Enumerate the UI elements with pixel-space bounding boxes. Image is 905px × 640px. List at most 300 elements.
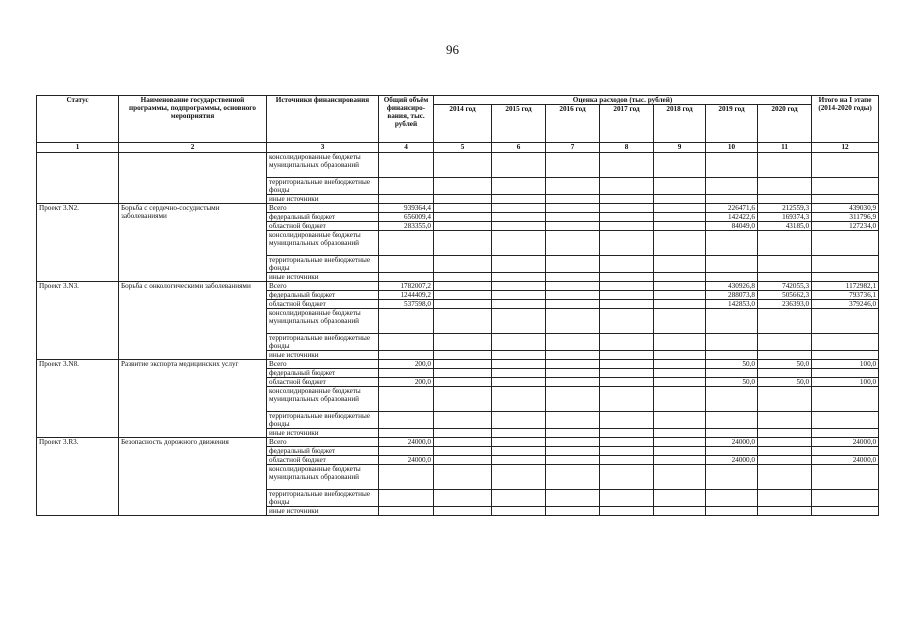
empty-cell bbox=[600, 222, 654, 231]
empty-cell bbox=[654, 222, 706, 231]
empty-cell bbox=[434, 153, 492, 178]
empty-cell bbox=[379, 178, 434, 195]
program-name-cell bbox=[119, 153, 267, 204]
total-cell bbox=[379, 334, 434, 351]
empty-cell bbox=[546, 204, 600, 213]
empty-cell bbox=[654, 273, 706, 282]
total-cell: 24000,0 bbox=[379, 456, 434, 465]
page-number: 96 bbox=[446, 42, 459, 57]
year-2020-cell: 236393,0 bbox=[758, 300, 812, 309]
empty-cell bbox=[546, 507, 600, 516]
year-2020-cell bbox=[758, 429, 812, 438]
total-cell: 1244409,2 bbox=[379, 291, 434, 300]
empty-cell bbox=[434, 412, 492, 429]
empty-cell bbox=[492, 300, 546, 309]
year-2019-cell bbox=[706, 447, 758, 456]
source-cell: федеральный бюджет bbox=[267, 369, 379, 378]
source-cell: иные источники bbox=[267, 351, 379, 360]
total-cell bbox=[379, 490, 434, 507]
header-year: 2016 год bbox=[546, 105, 600, 143]
stage-total-cell bbox=[812, 429, 879, 438]
header-sources: Источники финансирования bbox=[267, 96, 379, 143]
empty-cell bbox=[654, 351, 706, 360]
empty-cell bbox=[546, 351, 600, 360]
empty-cell bbox=[492, 282, 546, 291]
empty-cell bbox=[600, 429, 654, 438]
year-2019-cell: 142853,0 bbox=[706, 300, 758, 309]
empty-cell bbox=[600, 334, 654, 351]
source-cell: консолидированные бюджеты муниципальных образований bbox=[267, 465, 379, 490]
source-cell: иные источники bbox=[267, 429, 379, 438]
empty-cell bbox=[706, 195, 758, 204]
total-cell bbox=[379, 309, 434, 334]
source-cell: федеральный бюджет bbox=[267, 447, 379, 456]
stage-total-cell: 311796,9 bbox=[812, 213, 879, 222]
header-year: 2015 год bbox=[492, 105, 546, 143]
stage-total-cell: 379246,0 bbox=[812, 300, 879, 309]
empty-cell bbox=[654, 360, 706, 369]
total-cell bbox=[379, 412, 434, 429]
total-cell bbox=[379, 351, 434, 360]
source-cell: консолидированные бюджеты муниципальных образований bbox=[267, 153, 379, 178]
source-cell: иные источники bbox=[267, 507, 379, 516]
year-2019-cell bbox=[706, 256, 758, 273]
source-cell: Всего bbox=[267, 438, 379, 447]
empty-cell bbox=[654, 334, 706, 351]
empty-cell bbox=[654, 204, 706, 213]
year-2019-cell bbox=[706, 429, 758, 438]
column-number-row bbox=[37, 143, 879, 153]
empty-cell bbox=[434, 334, 492, 351]
empty-cell bbox=[434, 438, 492, 447]
year-2019-cell bbox=[706, 231, 758, 256]
empty-cell bbox=[492, 334, 546, 351]
empty-cell bbox=[546, 231, 600, 256]
empty-cell bbox=[434, 369, 492, 378]
stage-total-cell bbox=[812, 256, 879, 273]
header-estimate: Оценка расходов (тыс. рублей) bbox=[434, 96, 812, 105]
stage-total-cell bbox=[812, 273, 879, 282]
header-year: 2014 год bbox=[434, 105, 492, 143]
source-cell: иные источники bbox=[267, 195, 379, 204]
empty-cell bbox=[654, 282, 706, 291]
empty-cell bbox=[546, 412, 600, 429]
empty-cell bbox=[812, 153, 879, 178]
empty-cell bbox=[546, 429, 600, 438]
year-2020-cell bbox=[758, 256, 812, 273]
status-cell: Проект 3.R3. bbox=[37, 438, 119, 516]
year-2019-cell bbox=[706, 273, 758, 282]
stage-total-cell: 793736,1 bbox=[812, 291, 879, 300]
source-cell: территориальные внебюджетные фонды bbox=[267, 490, 379, 507]
year-2020-cell: 50,0 bbox=[758, 360, 812, 369]
year-2019-cell bbox=[706, 507, 758, 516]
year-2020-cell: 742055,3 bbox=[758, 282, 812, 291]
header-program: Наименование государственной программы, подпрограммы, основного мероприятия bbox=[119, 96, 267, 143]
year-2019-cell bbox=[706, 412, 758, 429]
empty-cell bbox=[434, 291, 492, 300]
empty-cell bbox=[654, 195, 706, 204]
year-2019-cell bbox=[706, 351, 758, 360]
year-2019-cell: 84049,0 bbox=[706, 222, 758, 231]
empty-cell bbox=[600, 282, 654, 291]
empty-cell bbox=[706, 153, 758, 178]
year-2019-cell: 50,0 bbox=[706, 378, 758, 387]
empty-cell bbox=[434, 465, 492, 490]
empty-cell bbox=[434, 456, 492, 465]
empty-cell bbox=[654, 507, 706, 516]
year-2020-cell: 505662,3 bbox=[758, 291, 812, 300]
empty-cell bbox=[492, 490, 546, 507]
year-2020-cell bbox=[758, 231, 812, 256]
year-2019-cell: 24000,0 bbox=[706, 456, 758, 465]
empty-cell bbox=[600, 465, 654, 490]
empty-cell bbox=[492, 378, 546, 387]
year-2020-cell bbox=[758, 465, 812, 490]
source-cell: областной бюджет bbox=[267, 456, 379, 465]
empty-cell bbox=[546, 369, 600, 378]
total-cell bbox=[379, 231, 434, 256]
empty-cell bbox=[434, 204, 492, 213]
source-cell: областной бюджет bbox=[267, 222, 379, 231]
year-2019-cell: 430926,8 bbox=[706, 282, 758, 291]
empty-cell bbox=[434, 256, 492, 273]
program-name-cell: Борьба с онкологическими заболеваниями bbox=[119, 282, 267, 360]
total-cell bbox=[379, 465, 434, 490]
empty-cell bbox=[546, 282, 600, 291]
empty-cell bbox=[600, 231, 654, 256]
stage-total-cell: 24000,0 bbox=[812, 456, 879, 465]
empty-cell bbox=[654, 387, 706, 412]
stage-total-cell: 100,0 bbox=[812, 360, 879, 369]
year-2019-cell: 50,0 bbox=[706, 360, 758, 369]
column-number: 6 bbox=[492, 143, 546, 153]
empty-cell bbox=[434, 178, 492, 195]
total-cell: 656009,4 bbox=[379, 213, 434, 222]
stage-total-cell bbox=[812, 369, 879, 378]
empty-cell bbox=[600, 178, 654, 195]
year-2020-cell: 212559,3 bbox=[758, 204, 812, 213]
empty-cell bbox=[546, 447, 600, 456]
column-number: 11 bbox=[758, 143, 812, 153]
column-number: 1 bbox=[37, 143, 119, 153]
empty-cell bbox=[654, 178, 706, 195]
stage-total-cell bbox=[812, 465, 879, 490]
column-number: 4 bbox=[379, 143, 434, 153]
empty-cell bbox=[492, 178, 546, 195]
empty-cell bbox=[546, 273, 600, 282]
total-cell bbox=[379, 273, 434, 282]
year-2019-cell bbox=[706, 334, 758, 351]
stage-total-cell bbox=[812, 231, 879, 256]
column-number: 8 bbox=[600, 143, 654, 153]
empty-cell bbox=[654, 456, 706, 465]
table-header bbox=[37, 96, 879, 153]
table-row bbox=[37, 360, 879, 369]
empty-cell bbox=[600, 153, 654, 178]
year-2020-cell bbox=[758, 273, 812, 282]
stage-total-cell bbox=[812, 490, 879, 507]
header-status: Статус bbox=[37, 96, 119, 143]
empty-cell bbox=[654, 256, 706, 273]
empty-cell bbox=[654, 429, 706, 438]
column-number: 7 bbox=[546, 143, 600, 153]
source-cell: территориальные внебюджетные фонды bbox=[267, 412, 379, 429]
total-cell: 200,0 bbox=[379, 378, 434, 387]
empty-cell bbox=[654, 369, 706, 378]
empty-cell bbox=[546, 456, 600, 465]
empty-cell bbox=[706, 178, 758, 195]
empty-cell bbox=[434, 507, 492, 516]
year-2020-cell: 50,0 bbox=[758, 378, 812, 387]
status-cell: Проект 3.N2. bbox=[37, 204, 119, 282]
empty-cell bbox=[492, 369, 546, 378]
total-cell bbox=[379, 369, 434, 378]
status-cell: Проект 3.N8. bbox=[37, 360, 119, 438]
year-2020-cell bbox=[758, 387, 812, 412]
empty-cell bbox=[434, 429, 492, 438]
header-stage-total: Итого на I этапе (2014-2020 годы) bbox=[812, 96, 879, 143]
source-cell: консолидированные бюджеты муниципальных образований bbox=[267, 309, 379, 334]
header-year: 2020 год bbox=[758, 105, 812, 143]
total-cell: 1782007,2 bbox=[379, 282, 434, 291]
year-2020-cell bbox=[758, 456, 812, 465]
stage-total-cell bbox=[812, 412, 879, 429]
empty-cell bbox=[600, 213, 654, 222]
empty-cell bbox=[546, 300, 600, 309]
year-2020-cell bbox=[758, 369, 812, 378]
source-cell: Всего bbox=[267, 204, 379, 213]
empty-cell bbox=[434, 273, 492, 282]
stage-total-cell: 127234,0 bbox=[812, 222, 879, 231]
empty-cell bbox=[492, 153, 546, 178]
empty-cell bbox=[600, 309, 654, 334]
year-2019-cell bbox=[706, 309, 758, 334]
total-cell bbox=[379, 507, 434, 516]
column-number: 10 bbox=[706, 143, 758, 153]
empty-cell bbox=[758, 153, 812, 178]
source-cell: федеральный бюджет bbox=[267, 213, 379, 222]
empty-cell bbox=[492, 273, 546, 282]
empty-cell bbox=[492, 309, 546, 334]
empty-cell bbox=[758, 195, 812, 204]
empty-cell bbox=[654, 447, 706, 456]
empty-cell bbox=[600, 456, 654, 465]
empty-cell bbox=[654, 300, 706, 309]
source-cell: Всего bbox=[267, 360, 379, 369]
empty-cell bbox=[600, 378, 654, 387]
empty-cell bbox=[492, 387, 546, 412]
empty-cell bbox=[492, 456, 546, 465]
empty-cell bbox=[600, 195, 654, 204]
year-2020-cell bbox=[758, 447, 812, 456]
empty-cell bbox=[654, 378, 706, 387]
empty-cell bbox=[546, 195, 600, 204]
empty-cell bbox=[546, 360, 600, 369]
source-cell: территориальные внебюджетные фонды bbox=[267, 256, 379, 273]
empty-cell bbox=[600, 507, 654, 516]
empty-cell bbox=[600, 256, 654, 273]
empty-cell bbox=[600, 387, 654, 412]
empty-cell bbox=[546, 256, 600, 273]
year-2019-cell bbox=[706, 369, 758, 378]
empty-cell bbox=[654, 465, 706, 490]
empty-cell bbox=[812, 178, 879, 195]
empty-cell bbox=[492, 213, 546, 222]
table-row bbox=[37, 282, 879, 291]
empty-cell bbox=[600, 438, 654, 447]
year-2020-cell bbox=[758, 334, 812, 351]
year-2020-cell bbox=[758, 438, 812, 447]
empty-cell bbox=[492, 256, 546, 273]
year-2019-cell bbox=[706, 490, 758, 507]
program-name-cell: Безопасность дорожного движения bbox=[119, 438, 267, 516]
empty-cell bbox=[600, 351, 654, 360]
year-2019-cell: 142422,6 bbox=[706, 213, 758, 222]
empty-cell bbox=[492, 222, 546, 231]
source-cell: областной бюджет bbox=[267, 300, 379, 309]
empty-cell bbox=[654, 291, 706, 300]
empty-cell bbox=[654, 438, 706, 447]
empty-cell bbox=[434, 300, 492, 309]
empty-cell bbox=[812, 195, 879, 204]
empty-cell bbox=[600, 204, 654, 213]
empty-cell bbox=[434, 195, 492, 204]
empty-cell bbox=[546, 213, 600, 222]
column-number: 9 bbox=[654, 143, 706, 153]
empty-cell bbox=[546, 222, 600, 231]
year-2020-cell bbox=[758, 309, 812, 334]
empty-cell bbox=[600, 273, 654, 282]
total-cell bbox=[379, 447, 434, 456]
empty-cell bbox=[546, 490, 600, 507]
year-2019-cell: 226471,6 bbox=[706, 204, 758, 213]
year-2020-cell bbox=[758, 351, 812, 360]
table-row bbox=[37, 438, 879, 447]
year-2020-cell bbox=[758, 412, 812, 429]
empty-cell bbox=[654, 153, 706, 178]
source-cell: Всего bbox=[267, 282, 379, 291]
empty-cell bbox=[434, 387, 492, 412]
stage-total-cell bbox=[812, 351, 879, 360]
stage-total-cell bbox=[812, 507, 879, 516]
header-year: 2017 год bbox=[600, 105, 654, 143]
column-number: 3 bbox=[267, 143, 379, 153]
table-body bbox=[37, 153, 879, 516]
stage-total-cell bbox=[812, 387, 879, 412]
empty-cell bbox=[492, 447, 546, 456]
source-cell: федеральный бюджет bbox=[267, 291, 379, 300]
empty-cell bbox=[492, 465, 546, 490]
empty-cell bbox=[600, 300, 654, 309]
header-total: Общий объём финансиро-вания, тыс. рублей bbox=[379, 96, 434, 143]
empty-cell bbox=[600, 490, 654, 507]
source-cell: консолидированные бюджеты муниципальных образований bbox=[267, 387, 379, 412]
table-row bbox=[37, 153, 879, 178]
empty-cell bbox=[492, 507, 546, 516]
table-row bbox=[37, 204, 879, 213]
empty-cell bbox=[379, 195, 434, 204]
stage-total-cell: 439030,9 bbox=[812, 204, 879, 213]
empty-cell bbox=[434, 490, 492, 507]
source-cell: областной бюджет bbox=[267, 378, 379, 387]
empty-cell bbox=[546, 378, 600, 387]
year-2019-cell: 288073,8 bbox=[706, 291, 758, 300]
total-cell: 24000,0 bbox=[379, 438, 434, 447]
status-cell bbox=[37, 153, 119, 204]
total-cell: 283355,0 bbox=[379, 222, 434, 231]
program-name-cell: Развитие экспорта медицинских услуг bbox=[119, 360, 267, 438]
source-cell: консолидированные бюджеты муниципальных образований bbox=[267, 231, 379, 256]
empty-cell bbox=[492, 195, 546, 204]
empty-cell bbox=[546, 291, 600, 300]
year-2019-cell: 24000,0 bbox=[706, 438, 758, 447]
empty-cell bbox=[434, 360, 492, 369]
source-cell: иные источники bbox=[267, 273, 379, 282]
empty-cell bbox=[546, 387, 600, 412]
header-year: 2018 год bbox=[654, 105, 706, 143]
source-cell: территориальные внебюджетные фонды bbox=[267, 178, 379, 195]
empty-cell bbox=[546, 465, 600, 490]
column-number: 2 bbox=[119, 143, 267, 153]
total-cell: 537598,0 bbox=[379, 300, 434, 309]
total-cell bbox=[379, 256, 434, 273]
total-cell bbox=[379, 387, 434, 412]
empty-cell bbox=[434, 213, 492, 222]
empty-cell bbox=[434, 222, 492, 231]
stage-total-cell: 1172982,1 bbox=[812, 282, 879, 291]
year-2020-cell: 169374,3 bbox=[758, 213, 812, 222]
empty-cell bbox=[546, 438, 600, 447]
empty-cell bbox=[546, 334, 600, 351]
total-cell: 939364,4 bbox=[379, 204, 434, 213]
empty-cell bbox=[434, 378, 492, 387]
program-name-cell: Борьба с сердечно-сосудистыми заболеваниями bbox=[119, 204, 267, 282]
budget-table bbox=[36, 95, 879, 516]
empty-cell bbox=[546, 309, 600, 334]
status-cell: Проект 3.N3. bbox=[37, 282, 119, 360]
year-2020-cell bbox=[758, 490, 812, 507]
source-cell: территориальные внебюджетные фонды bbox=[267, 334, 379, 351]
total-cell: 200,0 bbox=[379, 360, 434, 369]
empty-cell bbox=[434, 282, 492, 291]
empty-cell bbox=[654, 213, 706, 222]
empty-cell bbox=[492, 351, 546, 360]
empty-cell bbox=[379, 153, 434, 178]
stage-total-cell bbox=[812, 309, 879, 334]
column-number: 5 bbox=[434, 143, 492, 153]
empty-cell bbox=[492, 412, 546, 429]
stage-total-cell: 100,0 bbox=[812, 378, 879, 387]
stage-total-cell: 24000,0 bbox=[812, 438, 879, 447]
empty-cell bbox=[434, 231, 492, 256]
empty-cell bbox=[600, 291, 654, 300]
year-2020-cell: 43185,0 bbox=[758, 222, 812, 231]
empty-cell bbox=[434, 351, 492, 360]
year-2019-cell bbox=[706, 465, 758, 490]
year-2019-cell bbox=[706, 387, 758, 412]
stage-total-cell bbox=[812, 334, 879, 351]
empty-cell bbox=[600, 369, 654, 378]
empty-cell bbox=[492, 438, 546, 447]
empty-cell bbox=[492, 360, 546, 369]
empty-cell bbox=[434, 447, 492, 456]
empty-cell bbox=[654, 231, 706, 256]
empty-cell bbox=[492, 291, 546, 300]
empty-cell bbox=[434, 309, 492, 334]
empty-cell bbox=[758, 178, 812, 195]
empty-cell bbox=[654, 309, 706, 334]
